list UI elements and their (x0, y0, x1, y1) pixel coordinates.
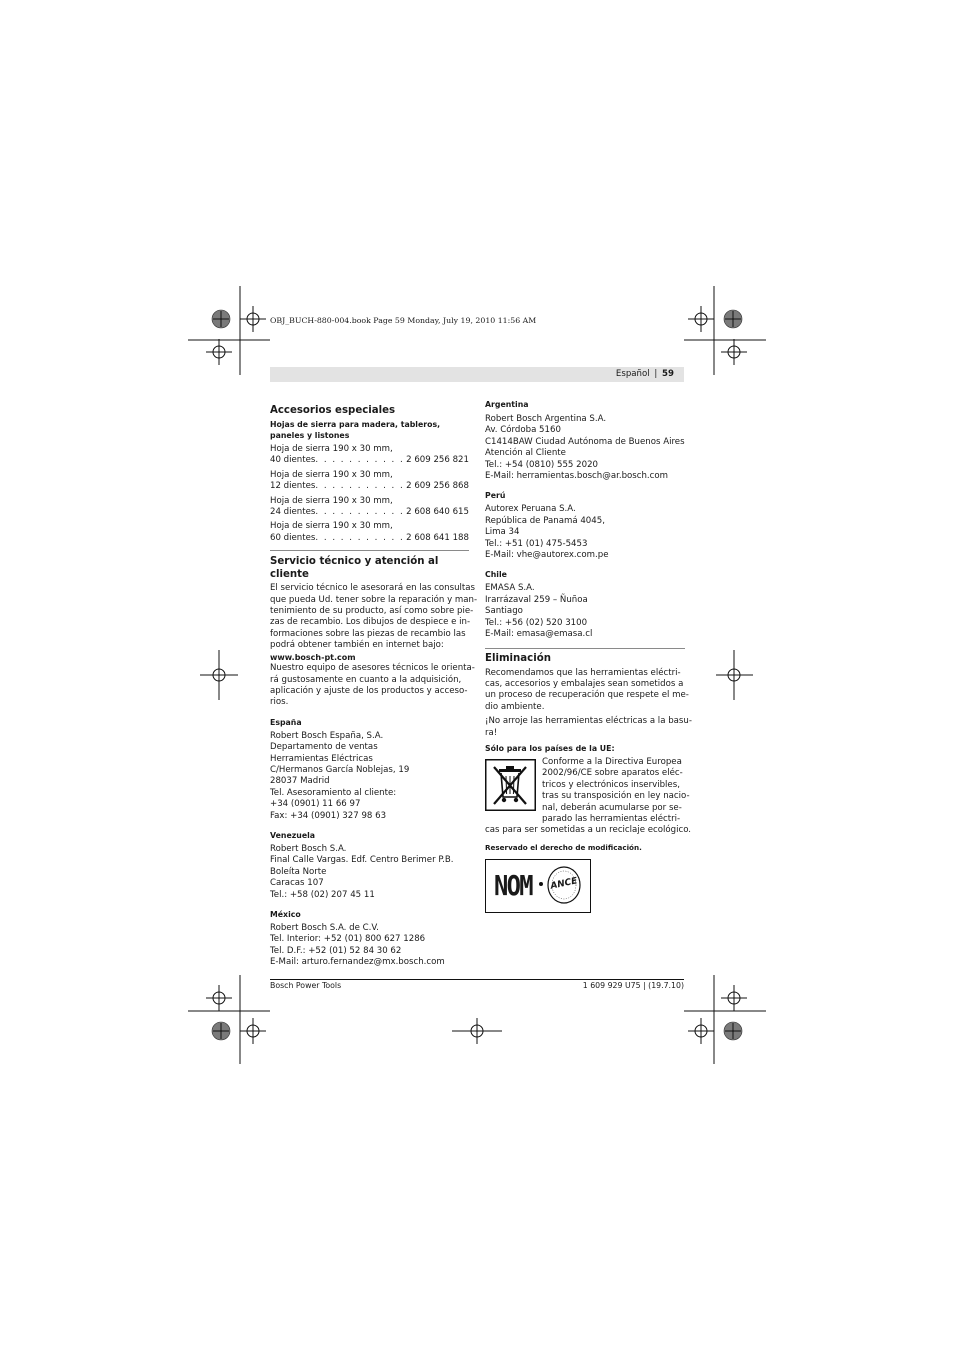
text-line: E-Mail: emasa@emasa.cl (485, 629, 593, 640)
eu-only-title: Sólo para los países de la UE: (485, 743, 615, 753)
text-line: formaciones sobre las piezas de recambio las (270, 628, 466, 639)
text-line: Tel.: +58 (02) 207 45 11 (270, 889, 375, 900)
text-line: un proceso de recuperación que respete el me- (485, 690, 689, 701)
text-line: C/Hermanos García Noblejas, 19 (270, 764, 410, 775)
footer-document-code: 1 609 929 U75 | (19.7.10) (582, 981, 684, 990)
text-line: Tel. Asesoramiento al cliente: (270, 787, 397, 798)
text-line: Santiago (485, 606, 523, 617)
text-line: Departamento de ventas (270, 742, 378, 753)
address-chile (485, 583, 685, 640)
text-line: Final Calle Vargas. Edf. Centro Berimer P.B. (270, 855, 454, 866)
text-line: aplicación y ajuste de los productos y acceso- (270, 685, 468, 696)
page-number: 59 (662, 369, 674, 379)
accessory-desc: Hoja de sierra 190 x 30 mm, (270, 495, 393, 506)
text-line: EMASA S.A. (485, 583, 535, 594)
service-text (270, 583, 478, 708)
accessory-item (270, 521, 469, 544)
text-line: Robert Bosch S.A. (270, 843, 347, 854)
text-line: Tel.: +51 (01) 475-5453 (485, 538, 588, 549)
right-column (485, 399, 692, 913)
nom-logo: NOM (494, 868, 532, 902)
text-line: Autorex Peruana S.A. (485, 504, 576, 515)
text-line: Tel. D.F.: +52 (01) 52 84 30 62 (270, 945, 402, 956)
header-language: Español (615, 369, 650, 379)
left-column (270, 404, 478, 969)
text-line: Robert Bosch España, S.A. (270, 730, 384, 741)
text-line: tricos y electrónicos inservibles, (542, 779, 680, 790)
country-title-espana: España (270, 717, 302, 727)
accessory-list (270, 444, 469, 544)
address-venezuela (270, 844, 469, 901)
address-espana (270, 731, 469, 822)
address-argentina (485, 414, 685, 482)
accessories-subtitle: Hojas de sierra para madera, tableros, paneles y listones (270, 420, 441, 440)
country-title-mexico: México (270, 910, 301, 919)
text-line: Lima 34 (485, 527, 520, 538)
text-line: Conforme a la Directiva Europea (542, 756, 682, 767)
text-line: ¡No arroje las herramientas eléctricas a la basu- (485, 716, 692, 727)
text-line: tras su transposición en ley nacio- (542, 791, 690, 802)
text-line: dio ambiente. (485, 701, 545, 712)
text-line: Tel.: +54 (0810) 555 2020 (485, 459, 599, 470)
country-title-peru: Perú (485, 491, 506, 501)
text-line: cas para ser sometidas a un reciclaje ecológico. (485, 825, 692, 836)
print-job-header: OBJ_BUCH-880-004.book Page 59 Monday, July 19, 2010 11:56 AM (270, 316, 537, 325)
service-title: Servicio técnico y atención al cliente (270, 556, 439, 581)
text-line: Recomendamos que las herramientas eléctri- (485, 667, 681, 678)
disposal-title: Eliminación (485, 652, 551, 664)
footer-brand: Bosch Power Tools (270, 981, 342, 990)
nom-ance-logo-box (485, 859, 591, 913)
country-title-argentina: Argentina (485, 400, 529, 409)
text-line: parado las herramientas eléctri- (542, 813, 681, 824)
text-line: C1414BAW Ciudad Autónoma de Buenos Aires (485, 436, 685, 447)
text-line: zas de recambio. Los dibujos de despiece e in- (270, 617, 471, 628)
text-line: rios. (270, 697, 289, 708)
page-header-bar (270, 367, 684, 382)
text-line: Atención al Cliente (485, 448, 566, 459)
text-line: E-Mail: herramientas.bosch@ar.bosch.com (485, 471, 669, 482)
ance-seal-text: ANCE (549, 876, 579, 892)
country-title-chile: Chile (485, 570, 507, 580)
footer-rule (270, 979, 684, 980)
address-mexico (270, 923, 469, 969)
text-line: 2002/96/CE sobre aparatos eléc- (542, 768, 683, 779)
text-line: tenimiento de su producto, así como sobre pie- (270, 606, 474, 617)
text-line: +34 (0901) 11 66 97 (270, 799, 361, 810)
text-line: Robert Bosch S.A. de C.V. (270, 923, 379, 933)
accessory-code: 2 609 256 821 (406, 455, 469, 466)
text-line: 28037 Madrid (270, 776, 330, 787)
disposal-paragraph-2 (485, 716, 692, 739)
crossed-out-bin-icon (485, 759, 536, 811)
text-line: República de Panamá 4045, (485, 515, 605, 526)
accessory-item (270, 444, 469, 467)
text-line: E-Mail: vhe@autorex.com.pe (485, 550, 609, 561)
text-line: Tel.: +56 (02) 520 3100 (485, 617, 588, 628)
text-line: Tel. Interior: +52 (01) 800 627 1286 (270, 934, 426, 945)
text-line: Herramientas Eléctricas (270, 753, 373, 764)
text-line: Boleíta Norte (270, 866, 327, 877)
text-line: nal, deberán acumularse por se- (542, 802, 682, 813)
text-line: que pueda Ud. tener sobre la reparación y man- (270, 594, 478, 605)
country-title-venezuela: Venezuela (270, 830, 316, 840)
accessories-title: Accesorios especiales (270, 405, 396, 416)
text-line: Robert Bosch Argentina S.A. (485, 414, 607, 424)
text-line: cas, accesorios y embalajes sean sometidos a (485, 678, 684, 689)
accessory-desc: Hoja de sierra 190 x 30 mm, (270, 444, 393, 454)
text-line: rá gustosamente en cuanto a la adquisición, (270, 674, 462, 685)
text-line: podrá obtener también en internet bajo: (270, 640, 444, 651)
disposal-paragraph-1 (485, 667, 689, 714)
accessory-code: 2 608 640 615 (406, 507, 469, 518)
accessory-teeth: 24 dientes (270, 507, 316, 518)
accessory-item (270, 496, 469, 519)
accessory-item (270, 470, 469, 493)
text-line: El servicio técnico le asesorará en las consultas (270, 583, 476, 594)
eu-block (485, 756, 692, 837)
reserved-notice: Reservado el derecho de modificación. (485, 842, 642, 852)
address-peru (485, 504, 685, 561)
accessory-code: 2 609 256 868 (406, 481, 469, 492)
text-line: Irarrázaval 259 – Ñuñoa (485, 594, 588, 605)
accessory-teeth: 60 dientes (270, 532, 316, 543)
text-line: Av. Córdoba 5160 (485, 425, 561, 436)
text-line: Caracas 107 (270, 878, 324, 889)
section-divider (485, 648, 685, 649)
logo-dot (539, 882, 543, 886)
text-line: Nuestro equipo de asesores técnicos le orienta- (270, 663, 475, 674)
header-separator: | (654, 369, 658, 379)
accessory-teeth: 40 dientes (270, 455, 316, 466)
text-line: ra! (485, 727, 498, 738)
text-line: Fax: +34 (0901) 327 98 63 (270, 810, 387, 821)
service-url-link[interactable]: www.bosch-pt.com (270, 652, 356, 662)
accessory-teeth: 12 dientes (270, 481, 316, 492)
accessory-code: 2 608 641 188 (406, 532, 469, 543)
accessory-desc: Hoja de sierra 190 x 30 mm, (270, 521, 393, 532)
section-divider (270, 550, 469, 551)
text-line: E-Mail: arturo.fernandez@mx.bosch.com (270, 957, 445, 968)
accessory-desc: Hoja de sierra 190 x 30 mm, (270, 469, 393, 480)
